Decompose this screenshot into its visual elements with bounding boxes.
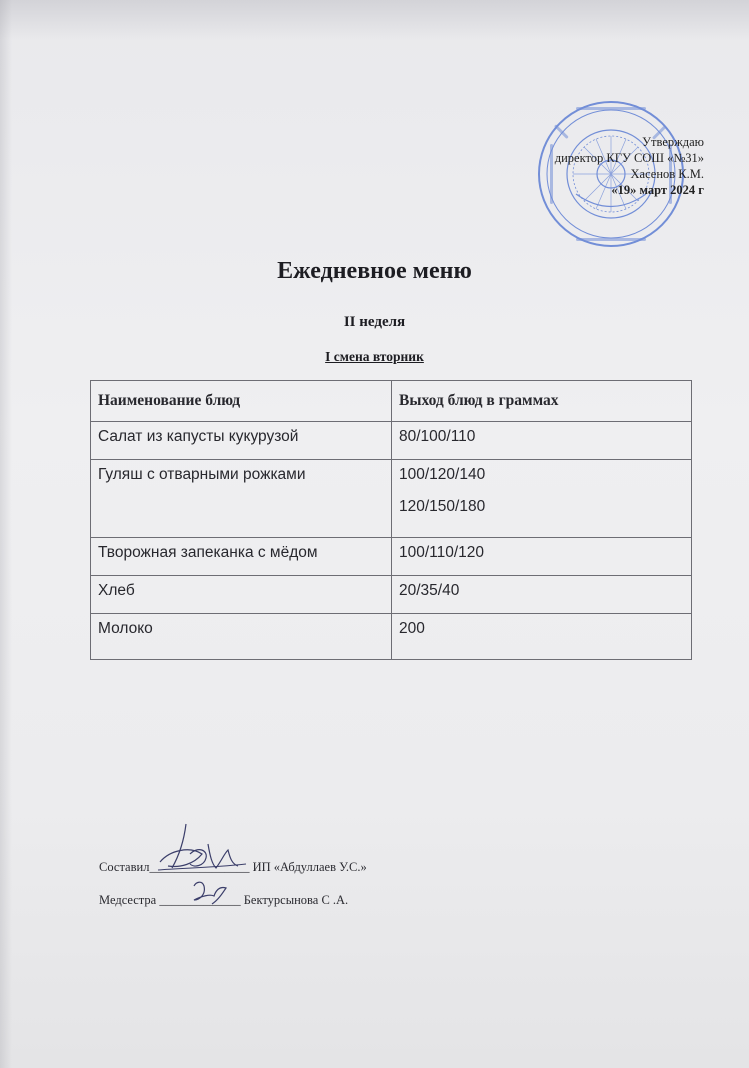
table-row: [91, 460, 692, 538]
approval-name: Хасенов К.М.: [630, 167, 704, 181]
page-shadow-top: [0, 0, 749, 40]
nurse-row: [99, 893, 348, 908]
column-header-portions: Выход блюд в граммах: [392, 381, 692, 422]
dish-name: Салат из капусты кукурузой: [98, 428, 299, 445]
portion-value: 80/100/110: [399, 428, 476, 445]
dish-name: Гуляш с отварными рожками: [98, 466, 306, 483]
portion-cell: [392, 576, 692, 614]
table-header-row: [91, 381, 692, 422]
dish-cell: [91, 614, 392, 660]
signature-line: _____________: [159, 893, 241, 907]
table-row: [91, 422, 692, 460]
table-row: [91, 614, 692, 660]
approval-position: директор КГУ СОШ «№31»: [554, 151, 704, 165]
dish-cell: [91, 576, 392, 614]
dish-cell: [91, 422, 392, 460]
dish-name: Молоко: [98, 620, 153, 637]
dish-cell: [91, 460, 392, 538]
approval-block: [555, 134, 704, 198]
table-row: [91, 538, 692, 576]
column-header-dish: Наименование блюд: [91, 381, 392, 422]
approval-date: «19» март 2024 г: [611, 183, 704, 197]
dish-name: Творожная запеканка с мёдом: [98, 544, 318, 561]
nurse-name: Бектурсынова С .А.: [243, 893, 349, 907]
portion-cell: [392, 422, 692, 460]
page-shadow-left: [0, 0, 12, 1068]
dish-cell: [91, 538, 392, 576]
compiled-label: Составил: [99, 860, 150, 874]
table-row: [91, 576, 692, 614]
portion-value: 120/150/180: [399, 498, 486, 515]
compiled-by-row: [99, 860, 367, 875]
portion-value: 20/35/40: [399, 582, 460, 599]
dish-name: Хлеб: [98, 582, 135, 599]
portion-cell: [392, 460, 692, 538]
nurse-label: Медсестра: [99, 893, 157, 907]
week-label: II неделя: [343, 314, 406, 330]
approval-title: Утверждаю: [642, 135, 704, 149]
page-title: Ежедневное меню: [277, 258, 472, 284]
portion-value: 100/120/140: [399, 466, 486, 483]
portion-value: 100/110/120: [399, 544, 485, 561]
shift-label: I смена вторник: [325, 349, 424, 364]
signature-line: ________________: [149, 860, 250, 874]
portion-value: 200: [399, 620, 425, 637]
compiled-name: ИП «Абдуллаев У.С.»: [252, 860, 367, 874]
menu-table: [90, 380, 692, 660]
portion-cell: [392, 538, 692, 576]
portion-cell: [392, 614, 692, 660]
